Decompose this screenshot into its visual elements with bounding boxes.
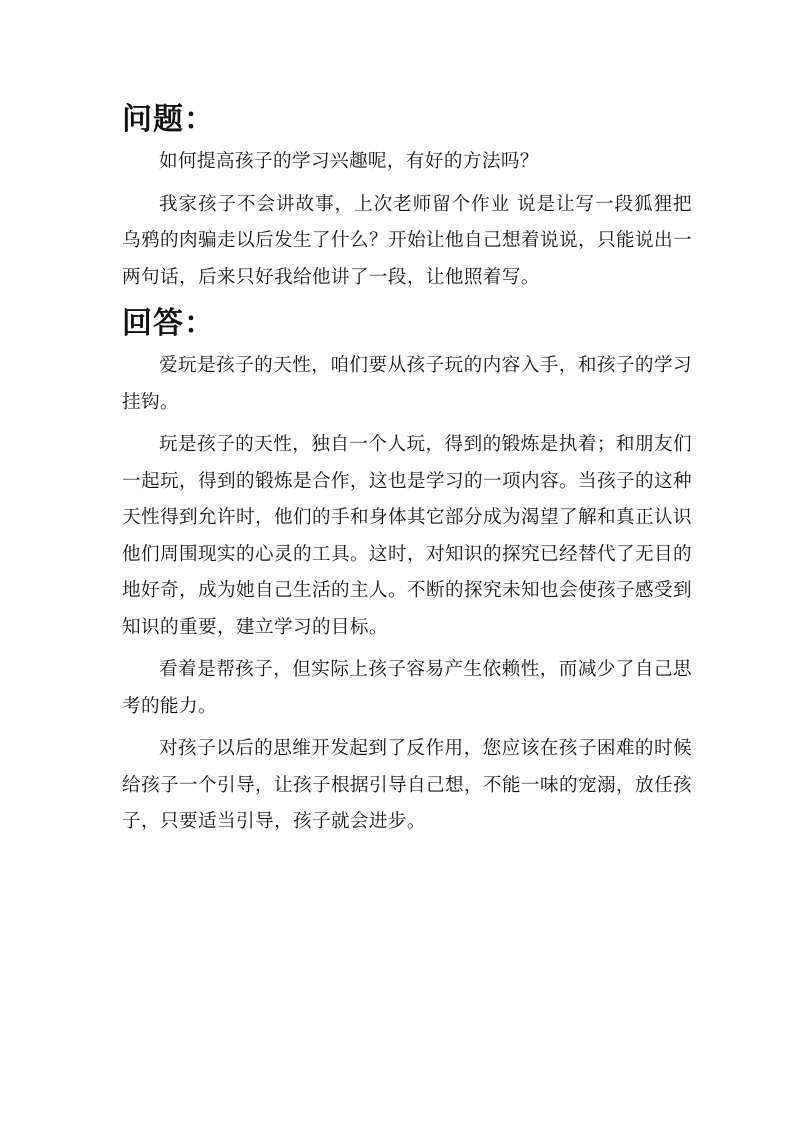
question-section (122, 96, 692, 296)
answer-paragraph: 玩是孩子的天性，独自一个人玩，得到的锻炼是执着；和朋友们一起玩，得到的锻炼是合作，这也是学习的一项内容。当孩子的这种天性得到允许时，他们的手和身体其它部分成为渴望了解和真正认识他们周围现实的心灵的工具。这时，对知识的探究已经替代了无目的地好奇，成为她自己生活的主人。不断的探究未知也会使孩子感受到知识的重要，建立学习的目标。 (122, 434, 692, 638)
answer-section (122, 300, 692, 841)
answer-heading: 回答： (122, 306, 215, 341)
answer-paragraph: 看着是帮孩子，但实际上孩子容易产生依赖性，而减少了自己思考的能力。 (122, 659, 692, 717)
document-page (122, 96, 692, 847)
question-heading: 问题： (122, 102, 215, 137)
answer-paragraph: 爱玩是孩子的天性，咱们要从孩子玩的内容入手，和孩子的学习挂钩。 (122, 355, 692, 413)
answer-paragraph: 对孩子以后的思维开发起到了反作用，您应该在孩子困难的时候给孩子一个引导，让孩子根据引导自己想，不能一味的宠溺，放任孩子，只要适当引导，孩子就会进步。 (122, 738, 692, 832)
question-paragraph: 如何提高孩子的学习兴趣呢，有好的方法吗？ (159, 151, 539, 172)
question-paragraph: 我家孩子不会讲故事，上次老师留个作业 说是让写一段狐狸把乌鸦的肉骗走以后发生了什么？开始让他自己想着说说，只能说出一两句话，后来只好我给他讲了一段，让他照着写。 (122, 193, 692, 288)
